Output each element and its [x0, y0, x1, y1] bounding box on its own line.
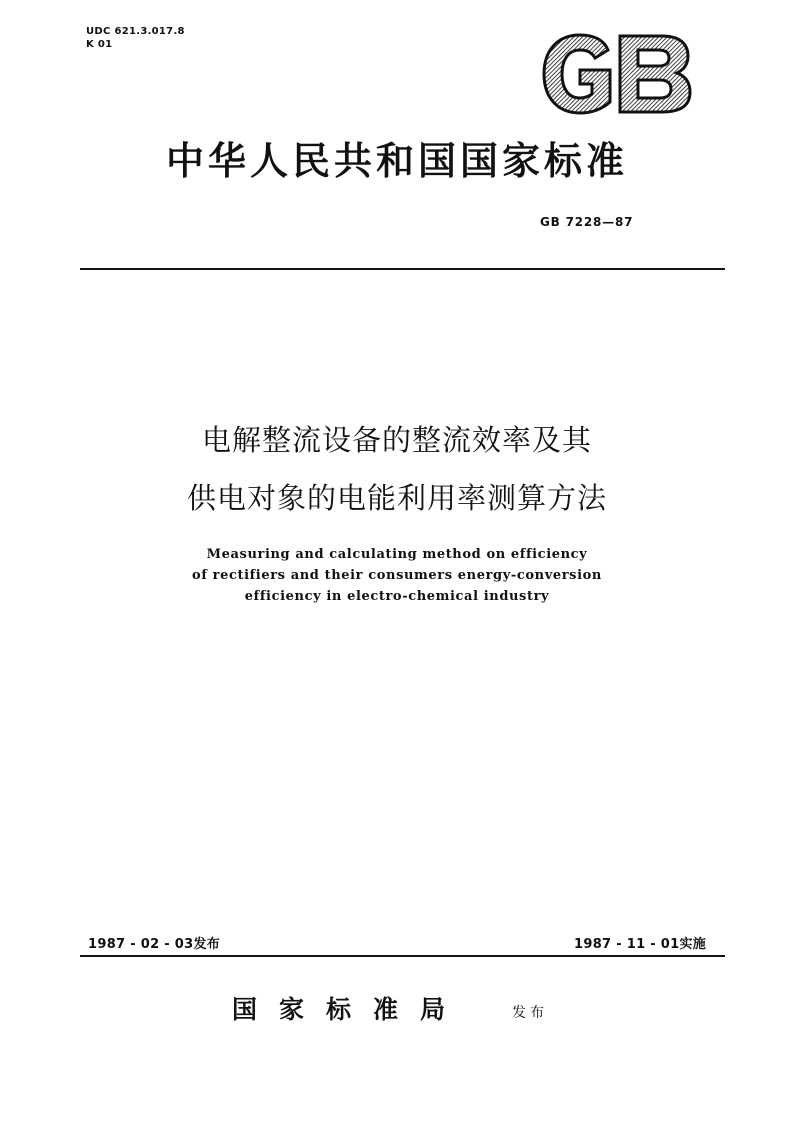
chinese-title-line-1: 电解整流设备的整流效率及其 — [201, 423, 592, 457]
issue-date: 1987 - 02 - 03发布 — [88, 937, 221, 952]
udc-code: UDC 621.3.017.8 — [86, 26, 185, 37]
top-divider — [80, 268, 725, 270]
bottom-divider — [80, 955, 725, 957]
implementation-date: 1987 - 11 - 01实施 — [574, 937, 707, 952]
gb-logo — [540, 32, 692, 116]
chinese-title-line-2: 供电对象的电能利用率测算方法 — [186, 481, 607, 515]
standard-number: GB 7228—87 — [540, 215, 634, 229]
english-title-line-1: Measuring and calculating method on efficiency — [206, 547, 588, 562]
english-title-line-3: efficiency in electro-chemical industry — [244, 589, 550, 604]
english-title-line-2: of rectifiers and their consumers energy-conversion — [192, 568, 602, 583]
udc-block — [86, 25, 185, 51]
gb-logo-graphic — [540, 32, 692, 116]
publisher-suffix: 发布 — [512, 1005, 548, 1021]
classification-code: K 01 — [86, 39, 113, 50]
national-standard-title: 中华人民共和国国家标准 — [165, 138, 628, 183]
publisher-name: 国家标准局 — [232, 995, 468, 1024]
